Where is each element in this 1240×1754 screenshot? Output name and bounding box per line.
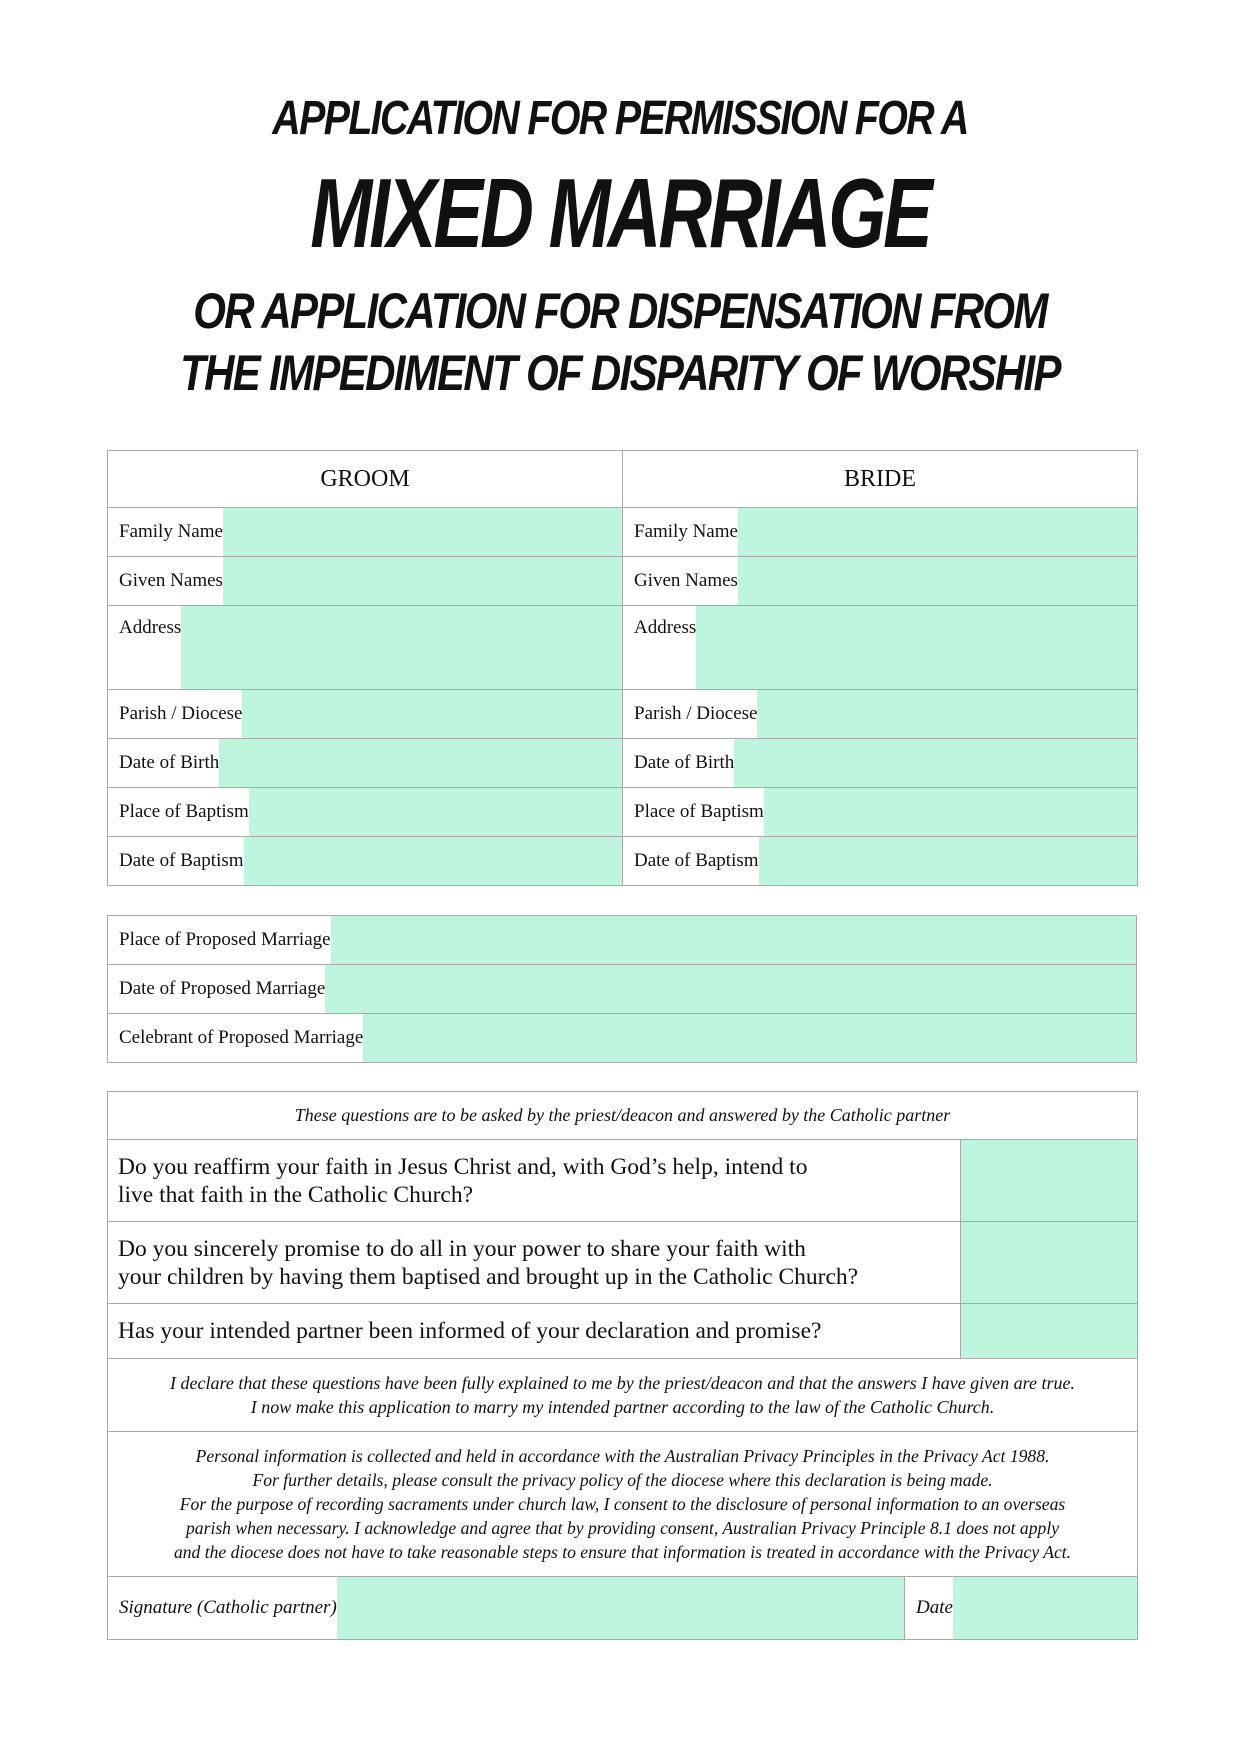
signature-label: Signature (Catholic partner): [119, 1597, 337, 1618]
question-2-line-1: Do you sincerely promise to do all in your power to share your faith with: [118, 1235, 806, 1262]
privacy-line-1: Personal information is collected and held in accordance with the Australian Privacy Principles in the Privacy Act 1988.: [195, 1446, 1050, 1466]
title-line-4: THE IMPEDIMENT OF DISPARITY OF WORSHIP: [180, 345, 1060, 401]
party-details-table: [107, 450, 1138, 886]
bride-date-baptism-label: Date of Baptism: [634, 850, 759, 871]
groom-date-baptism-field[interactable]: [244, 837, 622, 885]
groom-dob-field[interactable]: [219, 739, 622, 787]
question-1-line-2: live that faith in the Catholic Church?: [118, 1181, 474, 1208]
privacy-text: [108, 1432, 1138, 1577]
bride-family-name-label: Family Name: [634, 521, 738, 542]
proposed-marriage-table: [107, 915, 1137, 1063]
groom-heading: GROOM: [108, 451, 623, 508]
groom-place-baptism-field[interactable]: [249, 788, 622, 836]
marriage-date-label: Date of Proposed Marriage: [119, 978, 326, 999]
marriage-place-label: Place of Proposed Marriage: [119, 929, 331, 950]
bride-parish-label: Parish / Diocese: [634, 703, 758, 724]
bride-heading: BRIDE: [623, 451, 1138, 508]
marriage-date-field[interactable]: [325, 965, 1136, 1013]
title-line-1: APPLICATION FOR PERMISSION FOR A: [272, 92, 968, 145]
bride-dob-label: Date of Birth: [634, 752, 735, 773]
declaration-line-2: I now make this application to marry my intended partner according to the law of the Catholic Church.: [250, 1397, 995, 1417]
question-2: [108, 1222, 961, 1304]
groom-dob-label: Date of Birth: [119, 752, 220, 773]
celebrant-label: Celebrant of Proposed Marriage: [119, 1027, 364, 1048]
question-3: Has your intended partner been informed of your declaration and promise?: [108, 1304, 961, 1359]
bride-address-label: Address: [634, 617, 697, 638]
declaration-line-1: I declare that these questions have been fully explained to me by the priest/deacon and that the answers I have given are true.: [170, 1373, 1075, 1393]
question-1: [108, 1140, 961, 1222]
marriage-place-field[interactable]: [331, 916, 1136, 964]
question-1-answer-field[interactable]: [961, 1140, 1138, 1222]
bride-given-names-label: Given Names: [634, 570, 738, 591]
title-line-3: OR APPLICATION FOR DISPENSATION FROM: [193, 283, 1047, 339]
title-main: MIXED MARRIAGE: [310, 158, 930, 268]
signature-cell: [108, 1577, 905, 1640]
groom-family-name-label: Family Name: [119, 521, 223, 542]
question-2-line-2: your children by having them baptised and brought up in the Catholic Church?: [118, 1263, 859, 1290]
bride-address-field[interactable]: [696, 606, 1137, 689]
bride-dob-field[interactable]: [734, 739, 1137, 787]
groom-place-baptism-label: Place of Baptism: [119, 801, 249, 822]
groom-date-baptism-label: Date of Baptism: [119, 850, 244, 871]
declaration-text: [108, 1359, 1138, 1432]
bride-family-name-field[interactable]: [738, 508, 1137, 556]
signature-field[interactable]: [337, 1577, 904, 1639]
privacy-line-5: and the diocese does not have to take reasonable steps to ensure that information is treated in accordance with the Privacy Act.: [173, 1542, 1072, 1562]
question-2-answer-field[interactable]: [961, 1222, 1138, 1304]
groom-parish-label: Parish / Diocese: [119, 703, 243, 724]
groom-address-field[interactable]: [181, 606, 622, 689]
groom-family-name-field[interactable]: [223, 508, 622, 556]
date-label: Date: [916, 1597, 953, 1618]
bride-place-baptism-label: Place of Baptism: [634, 801, 764, 822]
bride-place-baptism-field[interactable]: [764, 788, 1137, 836]
privacy-line-4: parish when necessary. I acknowledge and agree that by providing consent, Australian Privacy Principle 8.1 does not apply: [186, 1518, 1060, 1538]
question-3-answer-field[interactable]: [961, 1304, 1138, 1359]
date-field[interactable]: [953, 1577, 1137, 1639]
privacy-line-2: For further details, please consult the privacy policy of the diocese where this declaration is being made.: [252, 1470, 993, 1490]
groom-parish-field[interactable]: [242, 690, 622, 738]
bride-parish-field[interactable]: [757, 690, 1137, 738]
groom-address-label: Address: [119, 617, 182, 638]
groom-given-names-label: Given Names: [119, 570, 223, 591]
groom-given-names-field[interactable]: [223, 557, 622, 605]
privacy-line-3: For the purpose of recording sacraments under church law, I consent to the disclosure of personal information to an overseas: [179, 1494, 1066, 1514]
bride-given-names-field[interactable]: [738, 557, 1137, 605]
question-1-line-1: Do you reaffirm your faith in Jesus Christ and, with God’s help, intend to: [118, 1153, 808, 1180]
questions-intro: These questions are to be asked by the priest/deacon and answered by the Catholic partner: [108, 1092, 1138, 1140]
questions-table: [107, 1091, 1138, 1640]
date-cell: [905, 1577, 1138, 1640]
bride-date-baptism-field[interactable]: [759, 837, 1137, 885]
celebrant-field[interactable]: [363, 1014, 1136, 1062]
